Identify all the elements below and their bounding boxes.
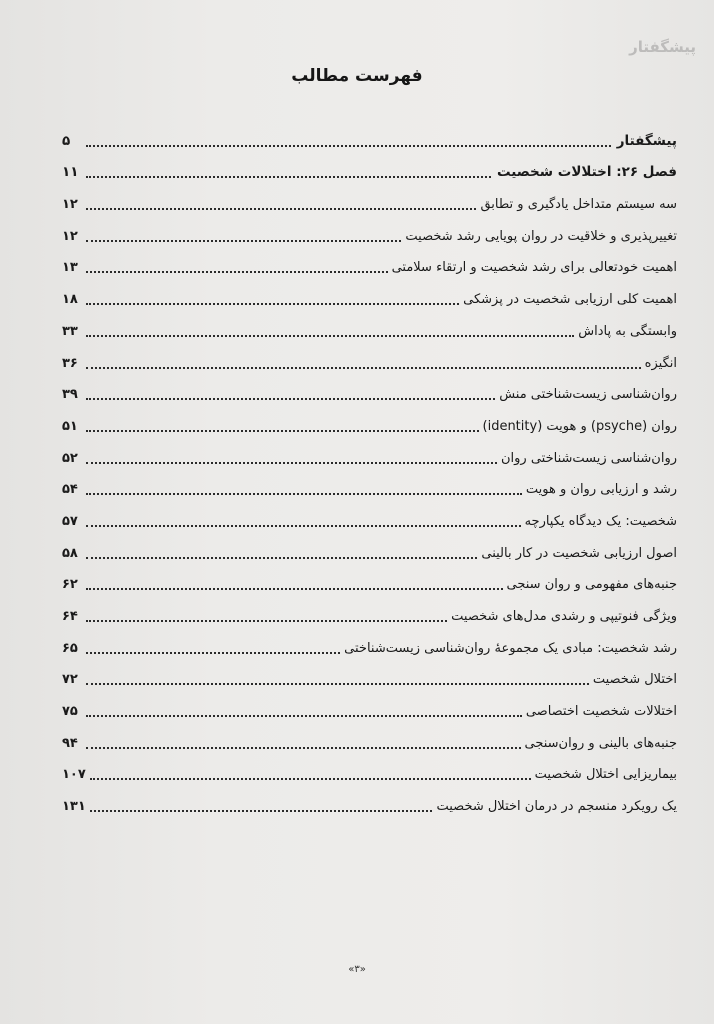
toc-entry (62, 373, 677, 405)
toc-entry-title: اختلال شخصیت (592, 672, 677, 688)
toc-entry (62, 626, 677, 658)
toc-entry-title: اصول ارزیابی شخصیت در کار بالینی (481, 545, 677, 561)
toc-entry (62, 436, 677, 468)
toc-entry-page: ۱۳ (62, 260, 78, 276)
page-number: «۳» (348, 964, 366, 975)
toc-entry (62, 246, 677, 278)
toc-entry (62, 468, 677, 500)
toc-entry (62, 119, 677, 151)
toc-entry-page: ۵ (62, 132, 71, 149)
toc-entry-title: اهمیت خودتعالی برای رشد شخصیت و ارتقاء سلامتی (391, 260, 677, 276)
toc-entry (62, 151, 677, 183)
toc-entry-page: ۹۴ (62, 735, 78, 751)
toc-entry-title: تغییرپذیری و خلاقیت در روان پویایی رشد شخصیت (405, 228, 677, 244)
toc-entry-page: ۱۱ (62, 164, 79, 181)
dot-leader (86, 617, 447, 622)
dot-leader (86, 332, 574, 337)
dot-leader (86, 680, 589, 685)
dot-leader (90, 775, 531, 780)
dot-leader (86, 490, 522, 495)
toc-entry-page: ۶۴ (62, 609, 78, 624)
toc-entry (62, 531, 677, 563)
toc-entry (62, 753, 677, 785)
dot-leader (86, 268, 388, 273)
toc-entry (62, 309, 677, 341)
toc-entry (62, 499, 677, 531)
toc-entry (62, 341, 677, 373)
dot-leader (86, 395, 495, 400)
toc-entry-page: ۶۵ (62, 640, 78, 656)
dot-leader (86, 459, 497, 464)
toc-entry (62, 563, 677, 595)
toc-entry (62, 182, 677, 214)
toc-entry-title: روان (psyche) و هویت (identity) (482, 418, 677, 434)
toc-entry-title: اهمیت کلی ارزیابی شخصیت در پزشکی (463, 292, 677, 308)
dot-leader (86, 585, 503, 590)
toc-entry-title: بیماریزایی اختلال شخصیت (534, 767, 677, 783)
dot-leader (86, 300, 459, 305)
toc-entry-title: سه سیستم متداخل یادگیری و تطابق (480, 197, 677, 213)
dot-leader (86, 173, 491, 178)
toc-entry-title: شخصیت: یک دیدگاه یکپارچه (524, 513, 677, 529)
toc-entry-page: ۱۳۱ (62, 799, 86, 815)
toc-entry-page: ۶۲ (62, 577, 78, 593)
toc-entry (62, 689, 677, 721)
toc-entry-page: ۵۷ (62, 513, 78, 529)
table-of-contents (62, 119, 677, 816)
dot-leader (86, 522, 521, 527)
toc-entry-page: ۳۳ (62, 323, 78, 339)
page-title: فهرست مطالب (291, 66, 423, 86)
toc-entry-title: اختلالات شخصیت اختصاصی (525, 704, 677, 720)
toc-entry (62, 404, 677, 436)
toc-entry-page: ۷۵ (62, 704, 78, 720)
dot-leader (86, 142, 611, 147)
toc-entry-page: ۱۰۷ (62, 767, 86, 783)
toc-entry-title: پیشگفتار (616, 132, 677, 149)
dot-leader (90, 807, 433, 812)
toc-entry-title: رشد شخصیت: مبادی یک مجموعهٔ روان‌شناسی زیست‌شناختی (344, 640, 677, 656)
toc-entry-page: ۵۱ (62, 418, 78, 434)
dot-leader (86, 554, 477, 559)
toc-entry-title: روان‌شناسی زیست‌شناختی روان (500, 450, 677, 466)
toc-entry-page: ۵۴ (62, 482, 78, 498)
dot-leader (86, 205, 476, 210)
toc-entry-page: ۱۲ (62, 197, 78, 213)
toc-entry (62, 594, 677, 626)
toc-entry-title: فصل ۲۶: اختلالات شخصیت (496, 164, 677, 181)
toc-entry-page: ۱۲ (62, 228, 78, 244)
toc-entry-title: وابستگی به پاداش (578, 323, 677, 339)
toc-entry-title: روان‌شناسی زیست‌شناختی منش (499, 387, 677, 403)
toc-entry-title: یک رویکرد منسجم در درمان اختلال شخصیت (436, 799, 677, 815)
toc-entry-page: ۱۸ (62, 292, 78, 308)
toc-entry-page: ۵۸ (62, 545, 78, 561)
dot-leader (86, 364, 641, 369)
dot-leader (86, 427, 479, 432)
toc-entry-page: ۳۹ (62, 387, 78, 403)
toc-entry-title: ویژگی فنوتیپی و رشدی مدل‌های شخصیت (451, 609, 677, 624)
toc-entry (62, 721, 677, 753)
dot-leader (86, 744, 521, 749)
toc-entry-page: ۳۶ (62, 355, 78, 371)
toc-entry (62, 658, 677, 690)
toc-entry-title: رشد و ارزیابی روان و هویت (525, 482, 677, 498)
bleed-through-header: پیشگفتار (629, 38, 696, 56)
dot-leader (86, 712, 522, 717)
toc-entry-page: ۷۲ (62, 672, 78, 688)
toc-entry (62, 214, 677, 246)
toc-entry (62, 784, 677, 816)
toc-entry-title: انگیزه (644, 355, 677, 371)
toc-entry-title: جنبه‌های بالینی و روان‌سنجی (524, 735, 677, 751)
toc-entry (62, 277, 677, 309)
dot-leader (86, 237, 401, 242)
toc-entry-page: ۵۲ (62, 450, 78, 466)
dot-leader (86, 649, 340, 654)
toc-entry-title: جنبه‌های مفهومی و روان سنجی (506, 577, 677, 593)
